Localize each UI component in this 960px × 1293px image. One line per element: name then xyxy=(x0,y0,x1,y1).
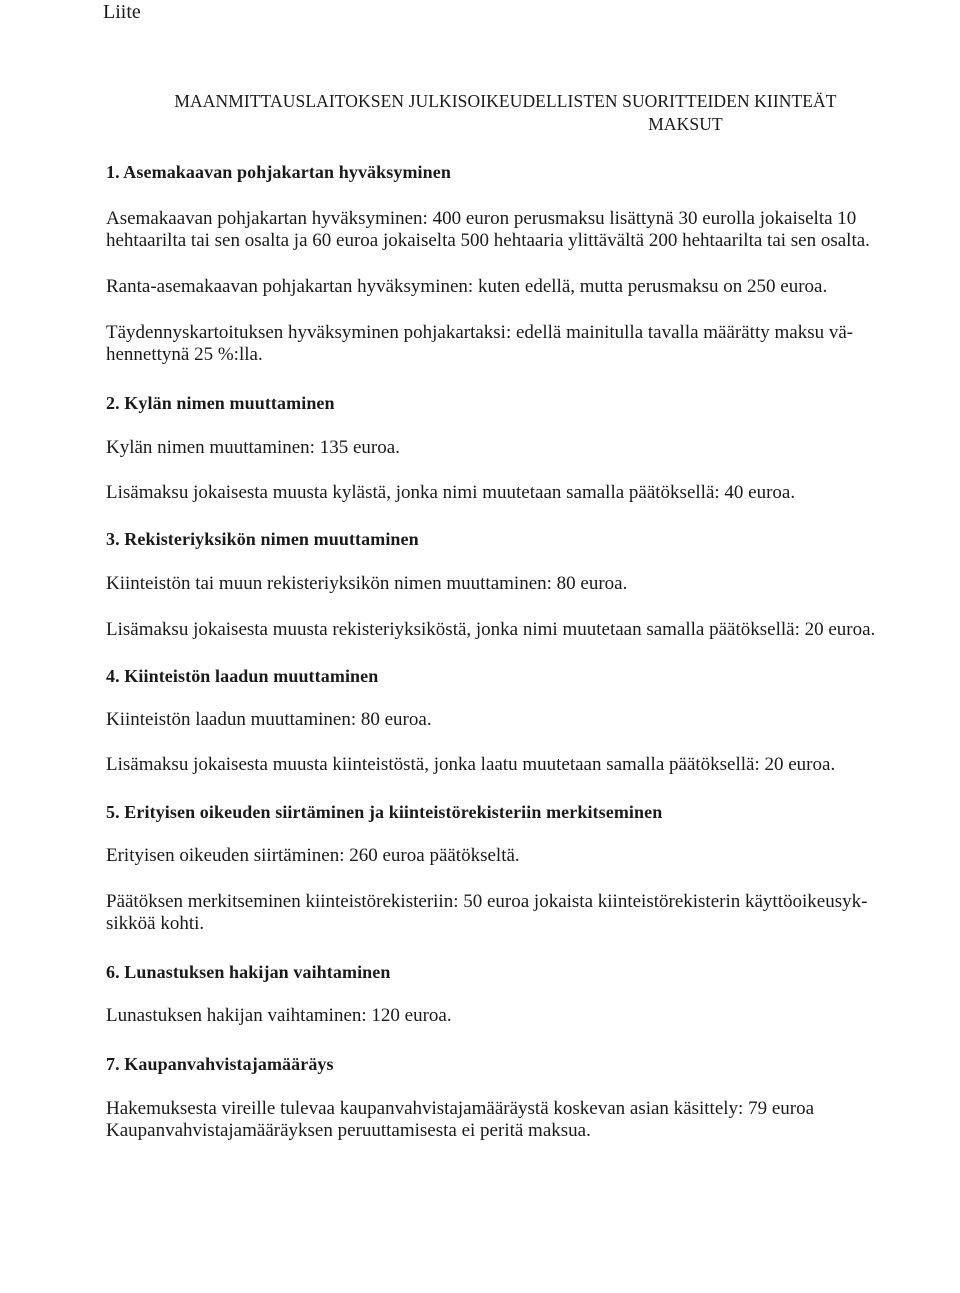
section-1-paragraph-1 xyxy=(106,208,906,252)
section-2-paragraph-2 xyxy=(106,482,906,504)
paragraph-line: Kylän nimen muuttaminen: 135 euroa. xyxy=(106,437,400,458)
section-1-heading: 1. Asemakaavan pohjakartan hyväksyminen xyxy=(106,162,451,182)
section-7-heading: 7. Kaupanvahvistajamääräys xyxy=(106,1054,334,1074)
section-3-paragraph-1 xyxy=(106,573,906,595)
attachment-label: Liite xyxy=(103,1,141,23)
paragraph-line: Erityisen oikeuden siirtäminen: 260 euroa päätökseltä. xyxy=(106,845,520,866)
section-1-paragraph-3 xyxy=(106,322,906,366)
paragraph-line: Päätöksen merkitseminen kiinteistörekisteriin: 50 euroa jokaista kiinteistörekisterin käyttöoikeusyk- xyxy=(106,891,868,912)
paragraph-line: Kiinteistön tai muun rekisteriyksikön nimen muuttaminen: 80 euroa. xyxy=(106,573,628,594)
paragraph-line: Kiinteistön laadun muuttaminen: 80 euroa. xyxy=(106,709,432,730)
section-5-paragraph-1 xyxy=(106,845,906,867)
section-2-paragraph-1 xyxy=(106,437,906,459)
section-5-paragraph-2 xyxy=(106,891,906,935)
paragraph-line: hehtaarilta tai sen osalta ja 60 euroa jokaiselta 500 hehtaaria ylittävältä 200 hehtaarilta tai sen osalta. xyxy=(106,230,870,251)
paragraph-line: Kaupanvahvistajamääräyksen peruuttamisesta ei peritä maksua. xyxy=(106,1120,591,1141)
section-3-paragraph-2 xyxy=(106,619,906,641)
section-6-paragraph-1 xyxy=(106,1005,906,1027)
section-6-heading: 6. Lunastuksen hakijan vaihtaminen xyxy=(106,962,391,982)
paragraph-line: Lisämaksu jokaisesta muusta rekisteriyksiköstä, jonka nimi muutetaan samalla päätöksellä: 20 euroa. xyxy=(106,619,876,640)
paragraph-line: Asemakaavan pohjakartan hyväksyminen: 400 euron perusmaksu lisättynä 30 eurolla jokaiselta 10 xyxy=(106,208,857,229)
paragraph-line: Täydennyskartoituksen hyväksyminen pohjakartaksi: edellä mainitulla tavalla määrätty maksu vä- xyxy=(106,322,854,343)
document-title xyxy=(108,90,903,136)
document-title-line2: MAKSUT xyxy=(648,114,723,134)
paragraph-line: hennettynä 25 %:lla. xyxy=(106,344,263,365)
section-4-paragraph-1 xyxy=(106,709,906,731)
document-title-line1: MAANMITTAUSLAITOKSEN JULKISOIKEUDELLISTEN SUORITTEIDEN KIINTEÄT xyxy=(174,91,837,111)
section-4-heading: 4. Kiinteistön laadun muuttaminen xyxy=(106,666,379,686)
paragraph-line: Ranta-asemakaavan pohjakartan hyväksyminen: kuten edellä, mutta perusmaksu on 250 euroa. xyxy=(106,276,828,297)
section-5-heading: 5. Erityisen oikeuden siirtäminen ja kiinteistörekisteriin merkitseminen xyxy=(106,802,663,822)
paragraph-line: Lunastuksen hakijan vaihtaminen: 120 euroa. xyxy=(106,1005,452,1026)
paragraph-line: Hakemuksesta vireille tulevaa kaupanvahvistajamääräystä koskevan asian käsittely: 79 euroa xyxy=(106,1098,815,1119)
section-7-paragraph-1 xyxy=(106,1098,906,1142)
paragraph-line: Lisämaksu jokaisesta muusta kylästä, jonka nimi muutetaan samalla päätöksellä: 40 euroa. xyxy=(106,482,796,503)
section-3-heading: 3. Rekisteriyksikön nimen muuttaminen xyxy=(106,529,419,549)
section-2-heading: 2. Kylän nimen muuttaminen xyxy=(106,393,335,413)
paragraph-line: Lisämaksu jokaisesta muusta kiinteistöstä, jonka laatu muutetaan samalla päätöksellä: 20 euroa. xyxy=(106,754,836,775)
section-1-paragraph-2 xyxy=(106,276,906,298)
section-4-paragraph-2 xyxy=(106,754,906,776)
paragraph-line: sikköä kohti. xyxy=(106,913,205,934)
